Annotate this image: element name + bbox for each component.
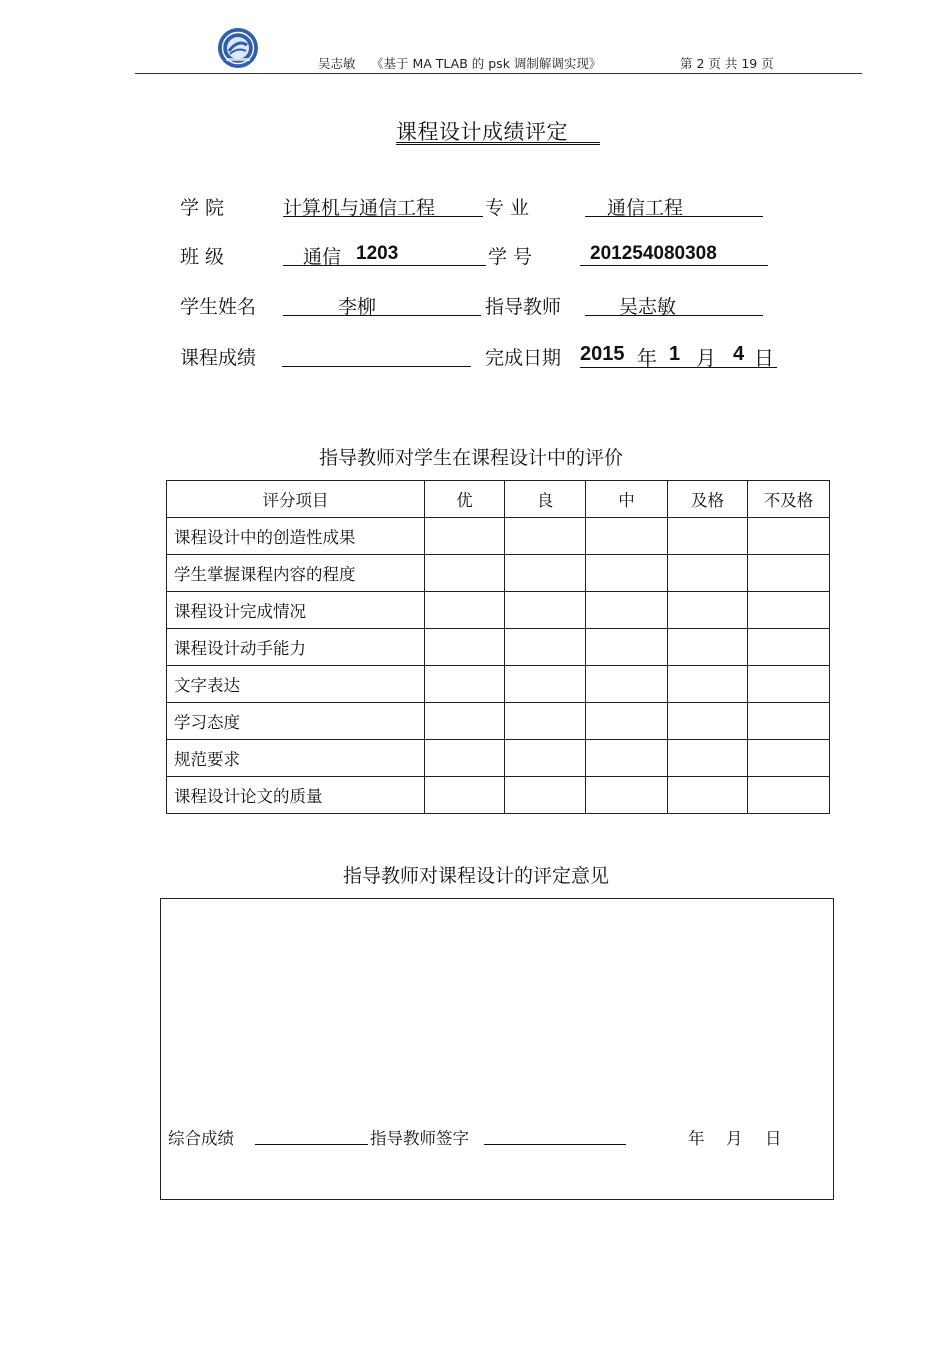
- signature-date-day: 日: [765, 1129, 782, 1148]
- title-underline: [396, 142, 600, 145]
- row-item-label: 学习态度: [167, 703, 425, 740]
- row-item-label: 课程设计中的创造性成果: [167, 518, 425, 555]
- row-item-label: 文字表达: [167, 666, 425, 703]
- evaluation-heading: 指导教师对学生在课程设计中的评价: [319, 447, 624, 469]
- column-header-good: 良: [505, 481, 586, 518]
- rating-cell: [505, 703, 586, 740]
- comments-box: [160, 898, 834, 1200]
- student-id-value: 201254080308: [590, 243, 717, 264]
- college-underline: [283, 216, 483, 217]
- completion-date-label: 完成日期: [485, 347, 562, 369]
- university-logo-icon: [216, 27, 260, 69]
- rating-cell: [425, 703, 505, 740]
- rating-cell: [505, 629, 586, 666]
- rating-cell: [586, 629, 668, 666]
- rating-cell: [668, 555, 748, 592]
- grade-label: 课程成绩: [180, 347, 257, 369]
- rating-cell: [425, 629, 505, 666]
- rating-cell: [748, 740, 830, 777]
- grade-underline: [282, 366, 471, 367]
- completion-year: 2015: [580, 343, 625, 365]
- rating-cell: [586, 777, 668, 814]
- rating-cell: [425, 518, 505, 555]
- rating-cell: [586, 518, 668, 555]
- header-rule: [135, 73, 862, 74]
- row-item-label: 学生掌握课程内容的程度: [167, 555, 425, 592]
- column-header-excellent: 优: [425, 481, 505, 518]
- row-item-label: 课程设计论文的质量: [167, 777, 425, 814]
- rating-cell: [425, 777, 505, 814]
- class-number: 1203: [356, 243, 399, 264]
- signature-underline: [484, 1144, 626, 1145]
- rating-cell: [505, 777, 586, 814]
- rating-cell: [668, 592, 748, 629]
- rating-cell: [748, 666, 830, 703]
- completion-month: 1: [669, 343, 681, 365]
- rating-cell: [425, 740, 505, 777]
- student-name-label: 学生姓名: [180, 296, 257, 318]
- header-document-title: 《基于 MA TLAB 的 psk 调制解调实现》: [371, 56, 602, 71]
- header-page-info: 第 2 页 共 19 页: [680, 56, 774, 71]
- advisor-underline: [585, 315, 763, 316]
- rating-cell: [586, 555, 668, 592]
- table-row: [167, 666, 830, 703]
- table-row: [167, 555, 830, 592]
- student-id-label: 学 号: [488, 246, 533, 268]
- rating-cell: [748, 629, 830, 666]
- column-header-average: 中: [586, 481, 668, 518]
- overall-grade-underline: [255, 1144, 368, 1145]
- college-label: 学 院: [180, 197, 225, 219]
- rating-cell: [748, 703, 830, 740]
- column-header-pass: 及格: [668, 481, 748, 518]
- student-name-value: 李柳: [338, 296, 377, 318]
- header-author: 吴志敏: [318, 56, 356, 71]
- rating-cell: [425, 592, 505, 629]
- rating-cell: [748, 777, 830, 814]
- rating-cell: [668, 518, 748, 555]
- class-underline: [283, 265, 486, 266]
- rating-cell: [748, 518, 830, 555]
- table-row: [167, 518, 830, 555]
- rating-cell: [505, 592, 586, 629]
- rating-cell: [586, 592, 668, 629]
- rating-cell: [668, 629, 748, 666]
- major-underline: [585, 216, 763, 217]
- rating-cell: [748, 592, 830, 629]
- table-row: [167, 703, 830, 740]
- advisor-label: 指导教师: [485, 296, 562, 318]
- completion-month-unit: 月: [696, 346, 716, 370]
- overall-grade-label: 综合成绩: [168, 1129, 234, 1148]
- table-row: [167, 740, 830, 777]
- signature-label: 指导教师签字: [370, 1129, 469, 1148]
- rating-cell: [586, 703, 668, 740]
- student-name-underline: [283, 315, 481, 316]
- rating-cell: [425, 555, 505, 592]
- rating-cell: [505, 740, 586, 777]
- rating-cell: [586, 666, 668, 703]
- rating-cell: [505, 555, 586, 592]
- completion-day-unit: 日: [754, 346, 774, 370]
- signature-date-month: 月: [726, 1129, 743, 1148]
- row-item-label: 课程设计动手能力: [167, 629, 425, 666]
- major-value: 通信工程: [607, 197, 684, 219]
- rating-cell: [668, 666, 748, 703]
- rating-cell: [668, 703, 748, 740]
- rating-cell: [748, 555, 830, 592]
- page-title: 课程设计成绩评定: [396, 120, 568, 144]
- class-label: 班 级: [180, 246, 225, 268]
- column-header-fail: 不及格: [748, 481, 830, 518]
- row-item-label: 课程设计完成情况: [167, 592, 425, 629]
- table-row: [167, 777, 830, 814]
- comments-heading: 指导教师对课程设计的评定意见: [343, 865, 610, 887]
- rating-cell: [425, 666, 505, 703]
- rating-cell: [505, 666, 586, 703]
- evaluation-table: [166, 480, 830, 814]
- table-row: [167, 629, 830, 666]
- rating-cell: [586, 740, 668, 777]
- completion-year-unit: 年: [637, 346, 657, 370]
- signature-date-year: 年: [688, 1129, 705, 1148]
- rating-cell: [668, 740, 748, 777]
- rating-cell: [505, 518, 586, 555]
- table-header-row: [167, 481, 830, 518]
- row-item-label: 规范要求: [167, 740, 425, 777]
- major-label: 专 业: [485, 197, 530, 219]
- advisor-value: 吴志敏: [619, 296, 677, 318]
- column-header-item: 评分项目: [167, 481, 425, 518]
- class-prefix: 通信: [303, 246, 342, 268]
- college-value: 计算机与通信工程: [283, 197, 436, 219]
- completion-date-underline: [580, 367, 777, 368]
- table-row: [167, 592, 830, 629]
- rating-cell: [668, 777, 748, 814]
- student-id-underline: [580, 265, 768, 266]
- completion-day: 4: [733, 343, 745, 365]
